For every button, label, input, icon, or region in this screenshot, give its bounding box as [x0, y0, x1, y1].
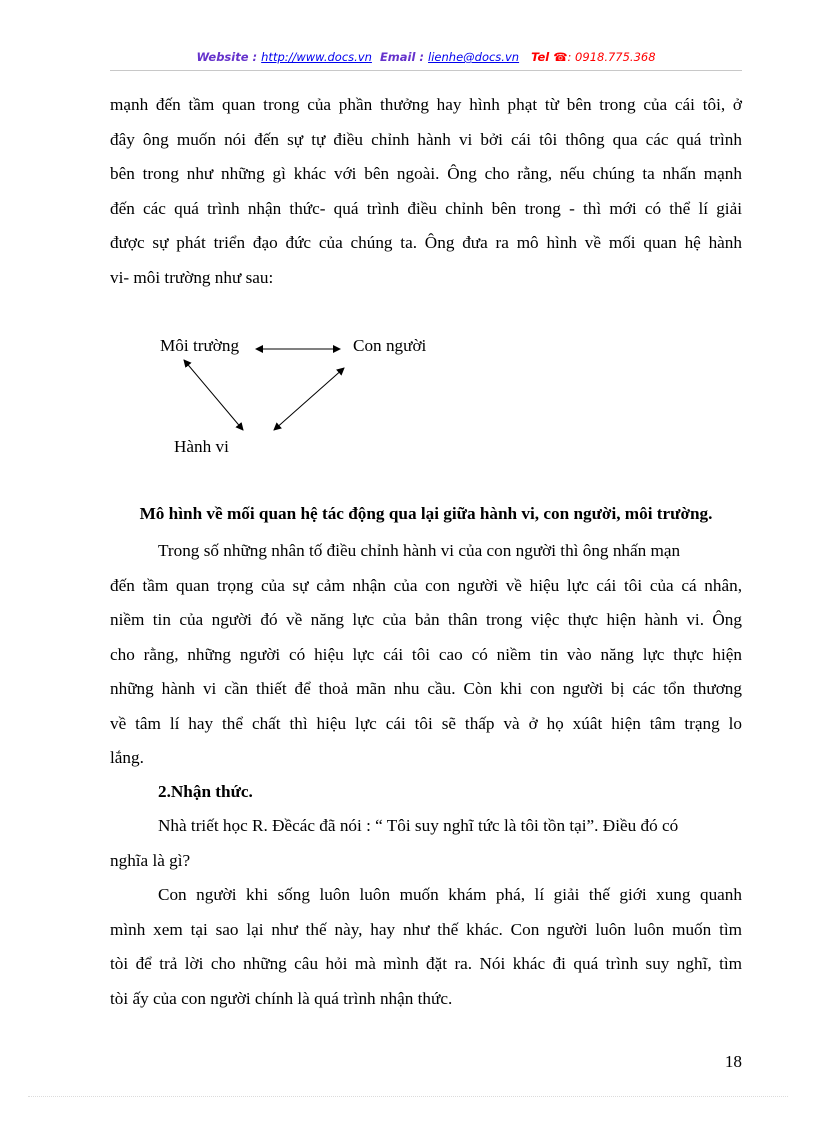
text-line: nghĩa là gì?: [110, 850, 191, 870]
email-link[interactable]: lienhe@docs.vn: [428, 50, 520, 64]
text-line: mạnh đến tầm quan trong của phần thưởng hay hình phạt từ bên trong của cái tôi, ở: [110, 95, 742, 114]
text-line: những hành vi cần thiết để thoả mãn nhu cầu. Còn khi con người bị các tổn thương: [110, 679, 742, 698]
node-person: Con người: [353, 336, 427, 355]
text-line: đến các quá trình nhận thức- quá trình điều chỉnh bên trong - thì mới có thể lí giải: [110, 198, 742, 218]
website-separator: :: [248, 50, 262, 64]
paragraph-2: [110, 534, 742, 776]
header-divider: [110, 70, 742, 71]
text-line: được sự phát triển đạo đức của chúng ta. Ông đưa ra mô hình về mối quan hệ hành: [110, 233, 742, 252]
email-label: Email: [379, 50, 416, 64]
text-line: tòi để trả lời cho những câu hỏi mà mình đặt ra. Nói khác đi quá trình suy nghĩ, tìm: [110, 954, 742, 973]
text-line: đây ông muốn nói đến sự tự điều chỉnh hành vi bởi cái tôi thông qua các quá trình: [110, 129, 742, 149]
text-line: cho rằng, những người có hiệu lực cái tôi cao có niềm tin vào năng lực thực hiện: [110, 644, 742, 664]
paragraph-1: [110, 88, 742, 295]
paragraph-3: [110, 809, 742, 878]
arrow-person-behavior: [274, 368, 344, 430]
text-line: tòi ấy của con người chính là quá trình nhận thức.: [110, 988, 453, 1008]
paragraph-4: [110, 878, 742, 1016]
diagram-caption: Mô hình về mối quan hệ tác động qua lại giữa hành vi, con người, môi trường.: [139, 504, 713, 523]
phone-icon: ☎: [553, 50, 568, 64]
diagram-arrows: [150, 328, 470, 468]
heading-text: 2.Nhận thức.: [158, 782, 253, 801]
page-number: 18: [724, 1052, 742, 1071]
page-header: [110, 50, 742, 70]
text-line: mình xem tại sao lại như thế này, hay như thế khác. Con người luôn luôn muốn tìm: [110, 919, 742, 939]
website-label: Website: [196, 50, 249, 64]
arrow-environment-behavior: [184, 360, 243, 430]
text-line: vi- môi trường như sau:: [110, 267, 274, 287]
text-line: Con người khi sống luôn luôn muốn khám phá, lí giải thế giới xung quanh: [158, 885, 742, 904]
website-link[interactable]: http://www.docs.vn: [261, 50, 372, 64]
text-line: bên trong như những gì khác với bên ngoài. Ông cho rằng, nếu chúng ta nhấn mạnh: [110, 164, 742, 183]
text-line: niềm tin của người đó về năng lực của bản thân trong việc thực hiện hành vi. Ông: [110, 610, 742, 629]
phone-number: : 0918.775.368: [567, 50, 656, 64]
node-behavior: Hành vi: [174, 437, 229, 456]
text-line: Nhà triết học R. Đềcác đã nói : “ Tôi suy nghĩ tức là tôi tồn tại”. Điều đó có: [158, 816, 679, 835]
email-separator: :: [415, 50, 429, 64]
relationship-diagram: [150, 328, 470, 468]
section-heading: [110, 775, 742, 810]
tel-label: Tel: [531, 50, 550, 64]
text-line: về tâm lí hay thể chất thì hiệu lực cái tôi sẽ thấp và ở họ xúât hiện tâm trạng lo: [110, 713, 742, 733]
node-environment: Môi trường: [160, 336, 240, 355]
text-line: lắng.: [110, 748, 144, 767]
text-line: Trong số những nhân tố điều chỉnh hành vi của con người thì ông nhấn mạn: [158, 541, 681, 560]
text-line: đến tầm quan trọng của sự cảm nhận của con người về hiệu lực cái tôi của cá nhân,: [110, 575, 742, 595]
footer-divider: [28, 1096, 788, 1097]
